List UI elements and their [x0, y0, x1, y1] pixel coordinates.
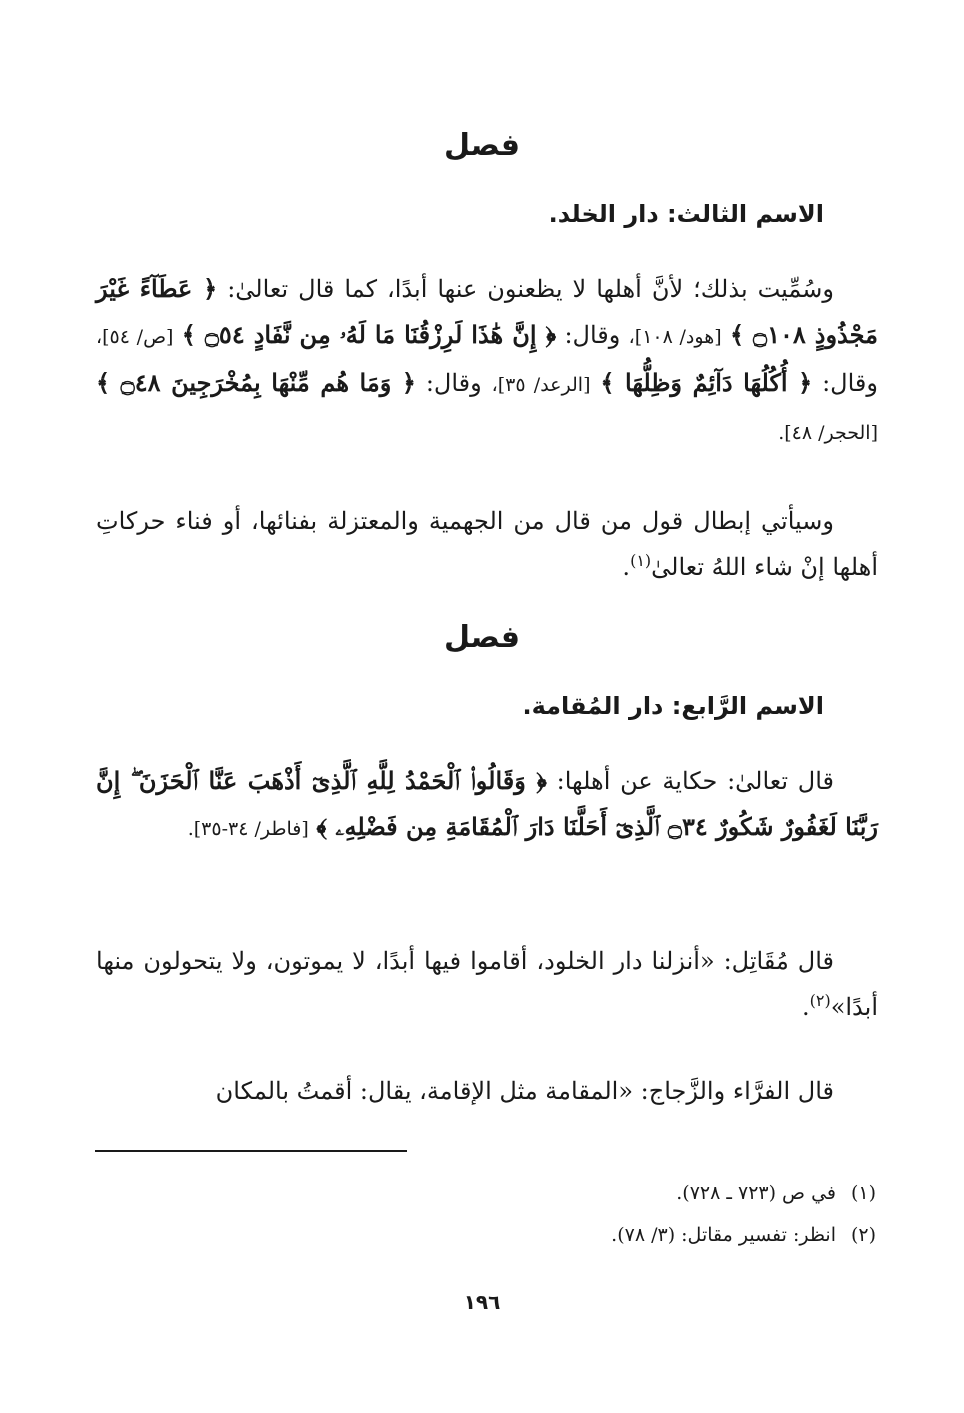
footnote-ref-1[interactable]: (١)	[630, 551, 652, 570]
verse-reference: [فاطر/ ٣٤-٣٥].	[187, 818, 309, 840]
page-number: ١٩٦	[463, 1290, 501, 1314]
paragraph-intro: قال تعالىٰ: حكاية عن أهلها:	[556, 767, 834, 795]
paragraph-farra	[96, 1068, 878, 1114]
paragraph-muqama-verse	[96, 758, 878, 852]
verse-reference: [الحجر/ ٤٨].	[778, 422, 878, 444]
quran-verse: ﴿ أُكُلُهَا دَآئِمٌ وَظِلُّهَا ﴾	[600, 368, 813, 397]
quran-verse: ﴿ وَقَالُوا۟ ٱلْحَمْدُ لِلَّهِ ٱلَّذِىٓ أَذْهَبَ عَنَّا ٱلْحَزَنَ ۖ إِنَّ رَبَّنَا لَغَفُورٌ شَكُورٌ ۝٣٤ ٱلَّذِىٓ أَحَلَّنَا دَارَ ٱلْمُقَامَةِ مِن فَضْلِهِۦ ﴾	[96, 766, 878, 841]
paragraph-refutation: وسيأتي إبطال قول من قال من الجهمية والمعتزلة بفنائها، أو فناء حركاتِ أهلها إنْ شاء اللهُ تعالىٰ$^{(١)}$.	[96, 507, 878, 581]
footnote-divider	[95, 1150, 407, 1152]
section-heading-1: فصل	[444, 128, 520, 163]
paragraph-khuld-verses	[96, 266, 878, 456]
conjunction-text: وقال:	[564, 321, 621, 349]
conjunction-text: وقال:	[822, 369, 878, 397]
footnote-number: (٢)	[850, 1224, 876, 1246]
verse-reference: [هود/ ١٠٨]،	[628, 326, 722, 348]
paragraph-text: قال مُقَاتِل: «أنزلنا دار الخلود، أقاموا فيها أبدًا، لا يموتون، ولا يتحولون منها أبدًا»	[96, 947, 878, 1021]
subheading-third-name: الاسم الثالث: دار الخلد.	[548, 200, 824, 228]
verse-reference: [الرعد/ ٣٥]،	[491, 374, 591, 396]
quran-verse: ﴿ وَمَا هُم مِّنْهَا بِمُخْرَجِينَ ۝٤٨ ﴾	[96, 368, 416, 397]
paragraph-muqatil: قال مُقَاتِل: «أنزلنا دار الخلود، أقاموا فيها أبدًا، لا يموتون، ولا يتحولون منها أبدًا»$^{(٢)}$.	[96, 947, 878, 1021]
footnote-number: (١)	[850, 1182, 876, 1204]
verse-reference: [ص/ ٥٤]،	[96, 326, 174, 348]
footnote-2	[611, 1220, 876, 1250]
paragraph-text: وسيأتي إبطال قول من قال من الجهمية والمعتزلة بفنائها، أو فناء حركاتِ أهلها إنْ شاء اللهُ تعالىٰ	[96, 507, 878, 581]
conjunction-text: وقال:	[425, 369, 482, 397]
footnote-text: انظر: تفسير مقاتل: (٣/ ٧٨).	[611, 1224, 836, 1246]
footnote-ref-2[interactable]: (٢)	[809, 991, 831, 1010]
paragraph-text: قال الفرَّاء والزَّجاج: «المقامة مثل الإقامة، يقال: أقمتُ بالمكان	[215, 1077, 834, 1105]
quran-verse: ﴿ عَطَآءً غَيْرَ مَجْذُوذٍ ۝١٠٨ ﴾	[96, 274, 879, 349]
quran-verse: ﴿ إِنَّ هَٰذَا لَرِزْقُنَا مَا لَهُۥ مِن نَّفَادٍ ۝٥٤ ﴾	[181, 320, 557, 349]
footnote-text: في ص (٧٢٣ ـ ٧٢٨).	[676, 1182, 836, 1204]
subheading-fourth-name: الاسم الرَّابع: دار المُقامة.	[522, 692, 824, 720]
section-heading-2: فصل	[444, 620, 520, 655]
paragraph-intro: وسُمِّيت بذلك؛ لأنَّ أهلها لا يظعنون عنها أبدًا، كما قال تعالىٰ:	[227, 275, 835, 303]
footnote-1	[676, 1178, 876, 1208]
